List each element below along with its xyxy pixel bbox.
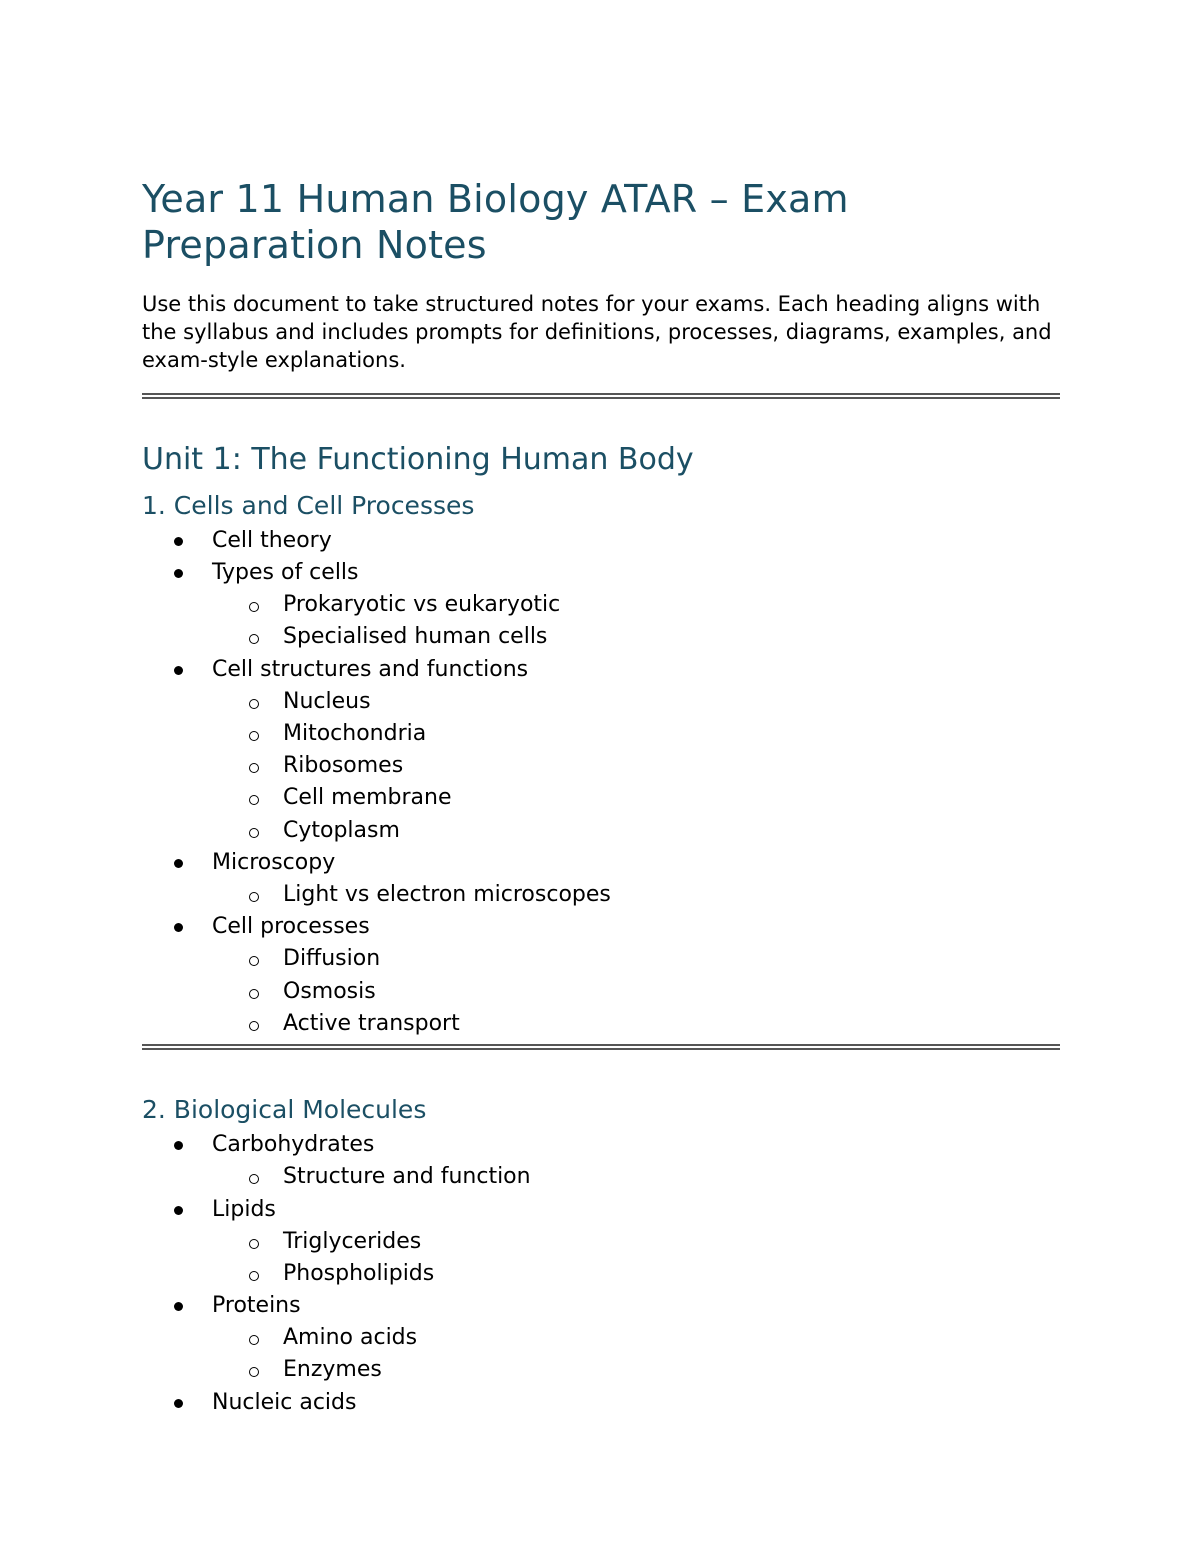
- bullet-icon: [174, 1141, 183, 1150]
- document-page: [142, 176, 1060, 1419]
- list-item: [142, 654, 1060, 847]
- section-list: [142, 1129, 1060, 1418]
- list-item: [142, 525, 1060, 557]
- section-list: [142, 525, 1060, 1040]
- list-item: [142, 847, 1060, 911]
- list-item-label: Types of cells: [212, 560, 359, 585]
- sub-list-item-label: Enzymes: [283, 1357, 382, 1383]
- sub-list: [212, 1226, 1060, 1291]
- sub-list-item-label: Active transport: [283, 1010, 460, 1036]
- list-item-label: Carbohydrates: [212, 1132, 375, 1158]
- hollow-bullet-icon: [249, 956, 259, 966]
- intro-paragraph: Use this document to take structured notes for your exams. Each heading aligns with the syllabus and includes prompts for definitions, processes, diagrams, examples, and exam-style explanations.: [142, 292, 1052, 372]
- bullet-icon: [174, 1302, 183, 1311]
- hollow-bullet-icon: [249, 828, 259, 838]
- list-item-label: Nucleic acids: [212, 1389, 357, 1415]
- sub-list-item-label: Specialised human cells: [283, 624, 548, 650]
- sub-list-item: [212, 1226, 1060, 1258]
- sub-list-item-label: Diffusion: [283, 946, 381, 972]
- sub-list-item: [212, 1161, 1060, 1193]
- sub-list-item: [212, 686, 1060, 718]
- list-item-label: Microscopy: [212, 850, 336, 876]
- list-item: [142, 1387, 1060, 1419]
- bullet-icon: [174, 1399, 183, 1408]
- sub-list-item-label: Cell membrane: [283, 785, 452, 811]
- list-item-label: Cell processes: [212, 914, 370, 940]
- hollow-bullet-icon: [249, 795, 259, 805]
- sub-list-item-label: Structure and function: [283, 1164, 531, 1190]
- sub-list-item: [212, 815, 1060, 847]
- sub-list-item: [212, 943, 1060, 975]
- sub-list-item-label: Amino acids: [283, 1325, 418, 1351]
- sub-list: [212, 1322, 1060, 1387]
- list-item: [142, 911, 1060, 1040]
- sub-list-item-label: Ribosomes: [283, 753, 404, 779]
- hollow-bullet-icon: [249, 1271, 259, 1281]
- sub-list-item: [212, 750, 1060, 782]
- sub-list-item-label: Triglycerides: [283, 1228, 422, 1254]
- list-item: [142, 1290, 1060, 1387]
- section-heading: 2. Biological Molecules: [142, 1095, 427, 1125]
- hollow-bullet-icon: [249, 1367, 259, 1377]
- hollow-bullet-icon: [249, 989, 259, 999]
- hollow-bullet-icon: [249, 1021, 259, 1031]
- list-item-label: Proteins: [212, 1293, 301, 1319]
- hollow-bullet-icon: [249, 731, 259, 741]
- sub-list: [212, 1161, 1060, 1193]
- bullet-icon: [174, 569, 183, 578]
- sub-list-item: [212, 589, 1060, 621]
- sub-list-item-label: Nucleus: [283, 688, 371, 714]
- hollow-bullet-icon: [249, 763, 259, 773]
- unit-heading: Unit 1: The Functioning Human Body: [142, 442, 694, 477]
- horizontal-rule: [142, 1044, 1060, 1050]
- sub-list-item: [212, 718, 1060, 750]
- list-item: [142, 1194, 1060, 1291]
- hollow-bullet-icon: [249, 634, 259, 644]
- sub-list: [212, 589, 1060, 654]
- sub-list-item-label: Light vs electron microscopes: [283, 882, 611, 908]
- horizontal-rule: [142, 393, 1060, 399]
- sub-list-item: [212, 976, 1060, 1008]
- bullet-icon: [174, 537, 183, 546]
- sub-list-item: [212, 1258, 1060, 1290]
- sub-list-item: [212, 1008, 1060, 1040]
- hollow-bullet-icon: [249, 892, 259, 902]
- hollow-bullet-icon: [249, 602, 259, 612]
- list-item-label: Lipids: [212, 1196, 276, 1222]
- hollow-bullet-icon: [249, 1239, 259, 1249]
- hollow-bullet-icon: [249, 1335, 259, 1345]
- sub-list-item-label: Prokaryotic vs eukaryotic: [283, 592, 561, 617]
- sub-list-item: [212, 782, 1060, 814]
- sub-list: [212, 943, 1060, 1040]
- list-item: [142, 1129, 1060, 1193]
- sub-list-item-label: Cytoplasm: [283, 817, 400, 843]
- hollow-bullet-icon: [249, 699, 259, 709]
- document-title: Year 11 Human Biology ATAR – Exam Preparation Notes: [142, 177, 849, 267]
- bullet-icon: [174, 859, 183, 868]
- section-heading: 1. Cells and Cell Processes: [142, 491, 475, 520]
- sub-list-item-label: Phospholipids: [283, 1260, 435, 1286]
- sub-list-item: [212, 1354, 1060, 1386]
- sub-list: [212, 879, 1060, 911]
- sub-list-item: [212, 1322, 1060, 1354]
- list-item-label: Cell structures and functions: [212, 656, 529, 682]
- sub-list-item-label: Osmosis: [283, 978, 376, 1004]
- sub-list-item: [212, 879, 1060, 911]
- hollow-bullet-icon: [249, 1174, 259, 1184]
- list-item-label: Cell theory: [212, 528, 332, 553]
- sub-list: [212, 686, 1060, 847]
- bullet-icon: [174, 666, 183, 675]
- bullet-icon: [174, 1206, 183, 1215]
- list-item: [142, 557, 1060, 654]
- sub-list-item: [212, 621, 1060, 653]
- sub-list-item-label: Mitochondria: [283, 720, 427, 746]
- bullet-icon: [174, 923, 183, 932]
